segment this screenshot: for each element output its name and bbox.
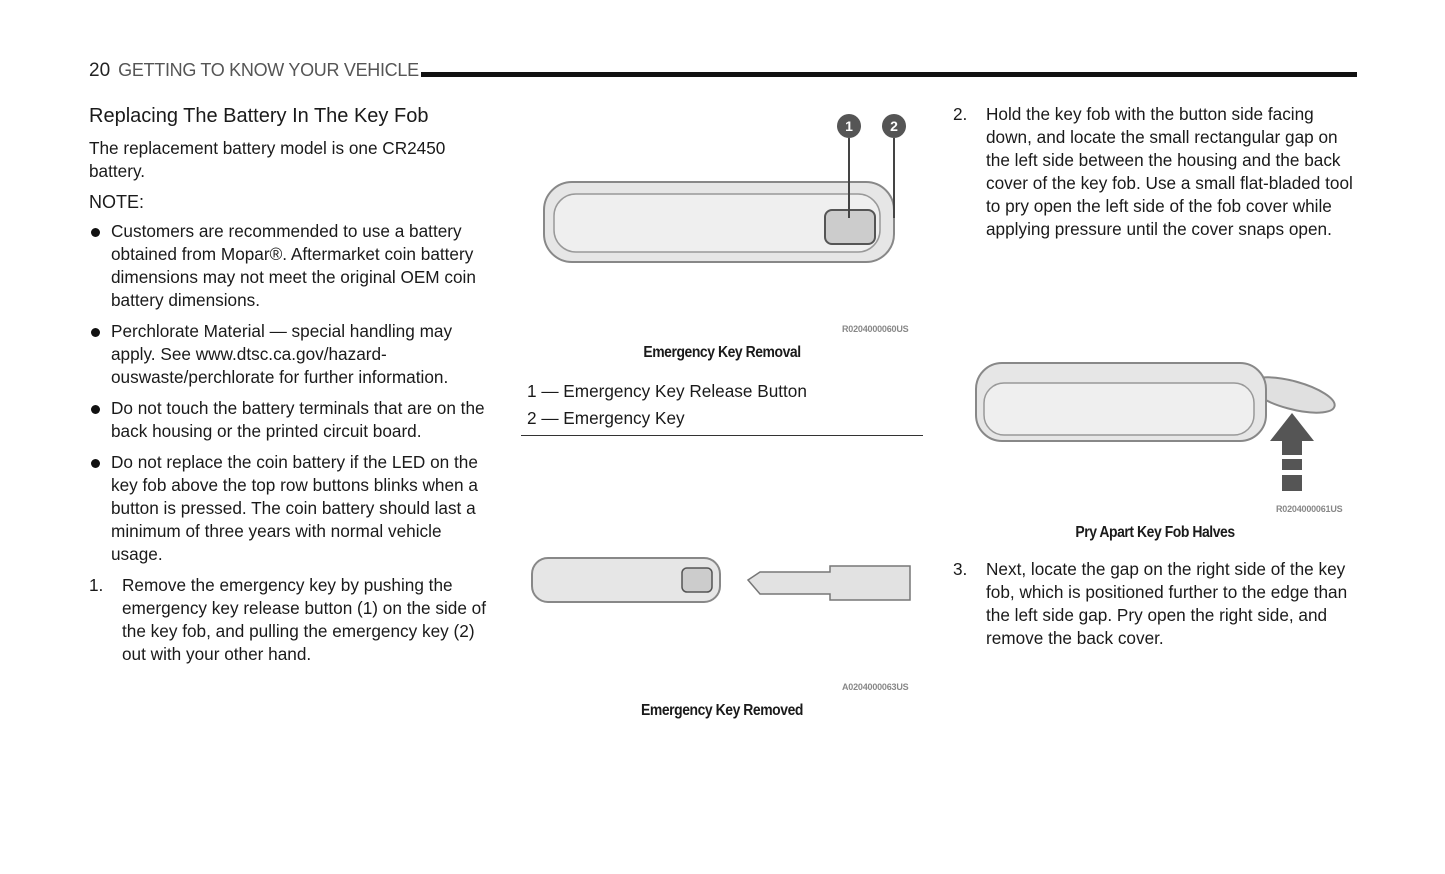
svg-text:2: 2 [890,118,898,134]
figure-caption: Pry Apart Key Fob Halves [1075,524,1235,541]
step-1 [89,574,494,666]
step-number: 2. [953,104,968,124]
steps-list [89,574,494,666]
section-heading: Replacing The Battery In The Key Fob [89,105,429,127]
section-title: GETTING TO KNOW YOUR VEHICLE [118,60,419,80]
step-2 [953,103,1358,249]
page-number: 20 [89,60,111,81]
page-header [89,60,419,82]
step-number: 3. [953,559,968,579]
figure-legend [521,378,923,436]
legend-item: 2 — Emergency Key [527,408,685,428]
pry-apart-illustration [970,355,1350,500]
step-text: Hold the key fob with the button side facing down, and locate the small rectangular gap on the left side between the housing and the back cover of the key fob. Use a small flat-bladed tool to pry open the left side of the fob cover while applying pressure until the cover snaps open. [986,104,1353,239]
key-removed-illustration [528,550,918,610]
step-3 [953,558,1358,658]
figure-code: R0204000060US [842,324,909,334]
figure-caption: Emergency Key Removal [643,344,801,361]
header-rule [421,72,1357,77]
note-label: NOTE: [89,192,145,212]
figure-code: R0204000061US [1276,504,1343,514]
step-text: Next, locate the gap on the right side of the key fob, which is positioned further to the edge than the left side gap. Pry open the right side, and remove the back cover. [986,559,1348,648]
svg-text:1: 1 [845,118,853,134]
step-number: 1. [89,575,104,595]
figure-caption: Emergency Key Removed [641,702,803,719]
left-column [89,103,494,674]
intro-text: The replacement battery model is one CR2450 battery. [89,138,446,181]
note-item: Do not replace the coin battery if the LED on the key fob above the top row buttons blinks when a button is pressed. The coin battery should last a minimum of three years with normal vehicle usage. [89,451,494,566]
note-list [89,220,494,566]
note-item: Customers are recommended to use a battery obtained from Mopar®. Aftermarket coin battery dimensions may not meet the original OEM coin battery dimensions. [89,220,494,312]
note-item: Perchlorate Material — special handling may apply. See www.dtsc.ca.gov/hazard-ouswaste/perchlorate for further information. [89,320,494,389]
note-item: Do not touch the battery terminals that are on the back housing or the printed circuit board. [89,397,494,443]
figure-code: A0204000063US [842,682,909,692]
key-fob-side-illustration [530,108,920,278]
legend-item: 1 — Emergency Key Release Button [527,381,807,401]
step-text: Remove the emergency key by pushing the emergency key release button (1) on the side of the key fob, and pulling the emergency key (2) out with your other hand. [122,575,487,664]
